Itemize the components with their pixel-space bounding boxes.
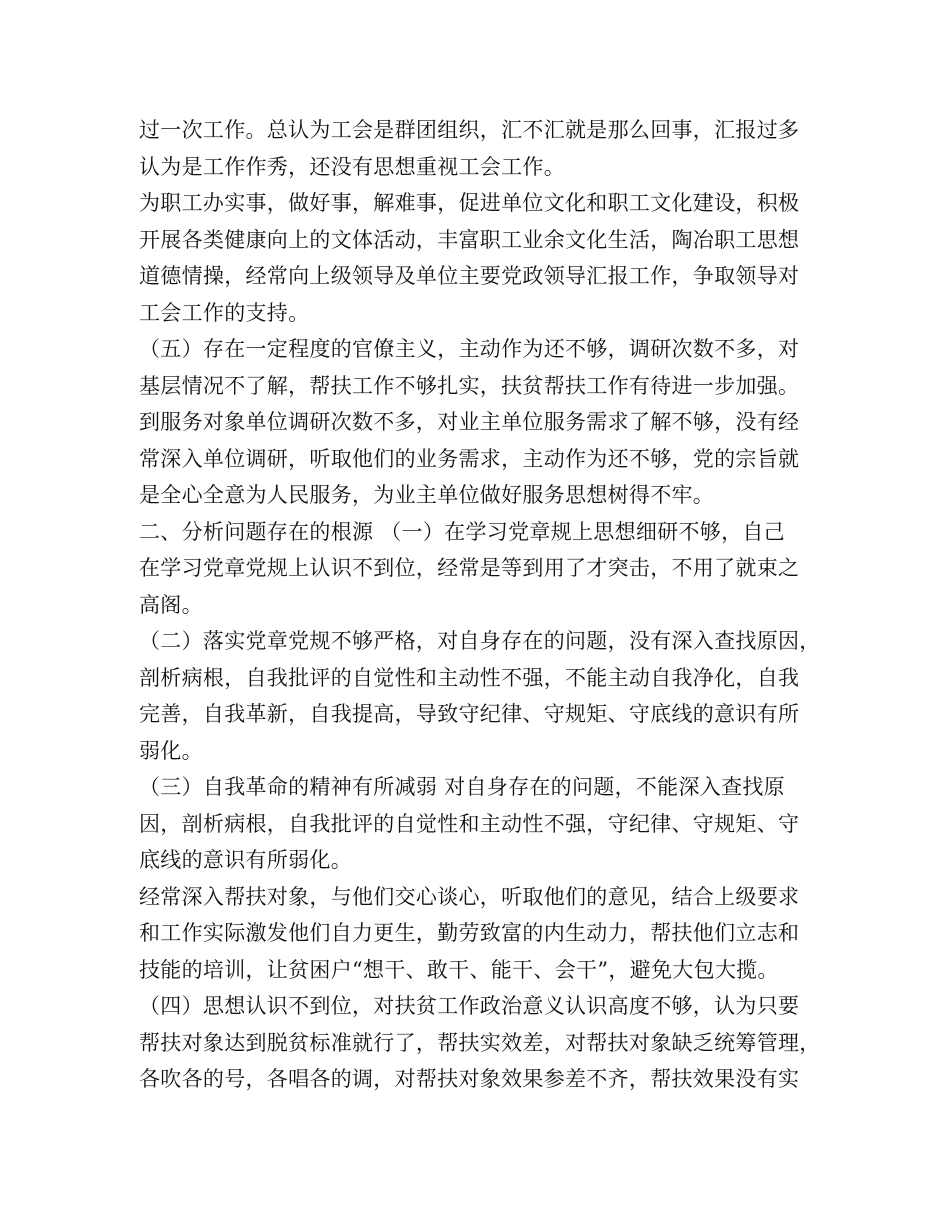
text-line: 为职工办实事，做好事，解难事，促进单位文化和职工文化建设，积极 — [139, 191, 800, 215]
text-line: （二）落实党章党规不够严格，对自身存在的问题，没有深入查找原因， — [139, 629, 821, 653]
text-line: 经常深入帮扶对象，与他们交心谈心，听取他们的意见，结合上级要求 — [139, 884, 800, 909]
body-text — [139, 112, 839, 1098]
text-line: 高阁。 — [139, 592, 203, 617]
text-line: 基层情况不了解，帮扶工作不够扎实，扶贫帮扶工作有待进一步加强。 — [139, 373, 800, 398]
text-line: 认为是工作作秀，还没有思想重视工会工作。 — [139, 154, 565, 179]
text-line: 过一次工作。总认为工会是群团组织，汇不汇就是那么回事，汇报过多 — [139, 118, 800, 142]
text-line: 完善，自我革新，自我提高，导致守纪律、守规矩、守底线的意识有所 — [139, 702, 800, 726]
text-line: 剖析病根，自我批评的自觉性和主动性不强，不能主动自我净化，自我 — [139, 665, 800, 690]
text-line: 因，剖析病根，自我批评的自觉性和主动性不强，守纪律、守规矩、守 — [139, 811, 800, 836]
text-line: 二、分析问题存在的根源 （一）在学习党章规上思想细研不够，自己 — [139, 519, 785, 544]
text-line: 常深入单位调研，听取他们的业务需求，主动作为还不够，党的宗旨就 — [139, 446, 800, 471]
text-line: 在学习党章党规上认识不到位，经常是等到用了才突击，不用了就束之 — [139, 556, 800, 580]
text-line: 技能的培训，让贫困户“想干、敢干、能干、会干”，避免大包大揽。 — [139, 957, 779, 982]
text-line: 帮扶对象达到脱贫标准就行了，帮扶实效差，对帮扶对象缺乏统筹管理， — [139, 1030, 821, 1055]
text-line: 是全心全意为人民服务，为业主单位做好服务思想树得不牢。 — [139, 483, 715, 507]
text-line: 开展各类健康向上的文体活动，丰富职工业余文化生活，陶冶职工思想 — [139, 227, 800, 252]
text-line: 工会工作的支持。 — [139, 300, 310, 325]
text-line: （三）自我革命的精神有所减弱 对自身存在的问题，不能深入查找原 — [139, 775, 785, 799]
text-line: 各吹各的号，各唱各的调，对帮扶对象效果参差不齐，帮扶效果没有实 — [139, 1067, 800, 1091]
text-line: 和工作实际激发他们自力更生，勤劳致富的内生动力，帮扶他们立志和 — [139, 921, 800, 945]
text-line: 底线的意识有所弱化。 — [139, 848, 352, 872]
text-line: 到服务对象单位调研次数不多，对业主单位服务需求了解不够，没有经 — [139, 410, 800, 434]
text-line: 道德情操，经常向上级领导及单位主要党政领导汇报工作，争取领导对 — [139, 264, 800, 288]
text-line: （五）存在一定程度的官僚主义，主动作为还不够，调研次数不多，对 — [139, 337, 800, 361]
text-line: 弱化。 — [139, 738, 203, 763]
text-line: （四）思想认识不到位，对扶贫工作政治意义认识高度不够，认为只要 — [139, 994, 800, 1018]
